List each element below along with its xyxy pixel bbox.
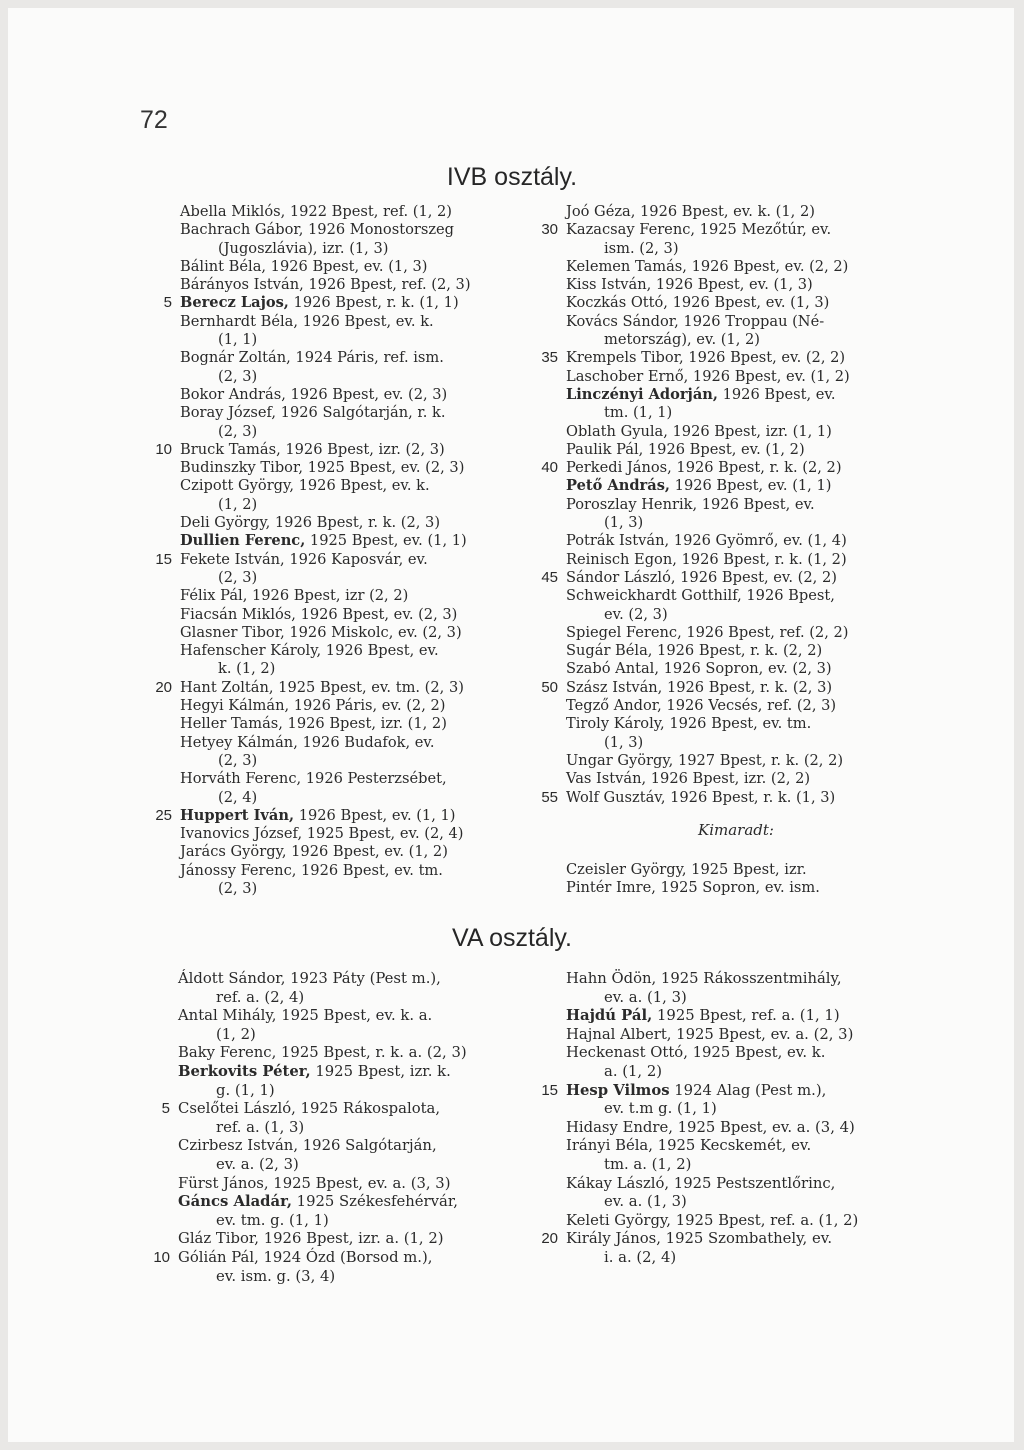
student-entry xyxy=(566,587,906,624)
student-entry xyxy=(566,1119,906,1138)
omitted-entry xyxy=(566,879,906,897)
entry-line: Baky Ferenc, 1925 Bpest, r. k. a. (2, 3) xyxy=(178,1044,467,1062)
student-name: Berecz Lajos, xyxy=(180,294,289,312)
line-number: 15 xyxy=(541,1081,558,1099)
entry-continuation: ev. a. (2, 3) xyxy=(216,1155,299,1173)
entry-line: Kovács Sándor, 1926 Troppau (Né- xyxy=(566,312,825,330)
va-left-column xyxy=(153,970,518,1286)
student-entry xyxy=(541,1230,906,1267)
entry-line: Paulik Pál, 1926 Bpest, ev. (1, 2) xyxy=(566,440,805,458)
entry-line: Bruck Tamás, 1926 Bpest, izr. (2, 3) xyxy=(180,440,445,458)
entry-line: Jarács György, 1926 Bpest, ev. (1, 2) xyxy=(180,843,448,861)
entry-line: Félix Pál, 1926 Bpest, izr (2, 2) xyxy=(180,587,409,605)
entry-continuation: ev. ism. g. (3, 4) xyxy=(216,1267,336,1285)
student-name: Dullien Ferenc, xyxy=(180,532,306,550)
entry-continuation: (1, 1) xyxy=(218,331,258,349)
entry-line xyxy=(180,294,520,312)
student-entry xyxy=(180,203,520,221)
entry-line: Szabó Antal, 1926 Sopron, ev. (2, 3) xyxy=(566,660,832,678)
entry-continuation: ref. a. (2, 4) xyxy=(216,988,305,1006)
student-entry xyxy=(566,551,906,569)
entry-continuation: (2, 3) xyxy=(218,879,258,897)
entry-line: Fürst János, 1925 Bpest, ev. a. (3, 3) xyxy=(178,1174,451,1192)
entry-continuation: (2, 3) xyxy=(218,751,258,769)
student-details: 1925 Bpest, ref. a. (1, 1) xyxy=(652,1007,840,1025)
student-entry xyxy=(566,441,906,459)
entry-line: Heckenast Ottó, 1925 Bpest, ev. k. xyxy=(566,1044,826,1062)
student-entry xyxy=(180,734,520,771)
entry-continuation: a. (1, 2) xyxy=(604,1062,663,1080)
entry-line: Fekete István, 1926 Kaposvár, ev. xyxy=(180,550,428,568)
entry-line: Abella Miklós, 1922 Bpest, ref. (1, 2) xyxy=(180,203,452,220)
student-details: 1926 Bpest, r. k. (1, 1) xyxy=(288,294,459,312)
student-entry xyxy=(566,532,906,550)
entry-line: Kelemen Tamás, 1926 Bpest, ev. (2, 2) xyxy=(566,257,849,275)
student-entry xyxy=(180,386,520,404)
entry-line: Kiss István, 1926 Bpest, ev. (1, 3) xyxy=(566,276,813,294)
entry-continuation: g. (1, 1) xyxy=(216,1081,275,1099)
entry-line: Antal Mihály, 1925 Bpest, ev. k. a. xyxy=(178,1007,433,1025)
student-entry xyxy=(566,697,906,715)
entry-continuation: (1, 3) xyxy=(604,733,644,751)
entry-continuation: ev. t.m g. (1, 1) xyxy=(604,1100,717,1118)
student-entry xyxy=(180,715,520,733)
page-number: 72 xyxy=(140,106,168,134)
entry-line: Potrák István, 1926 Gyömrő, ev. (1, 4) xyxy=(566,532,847,550)
entry-line: Gólián Pál, 1924 Ózd (Borsod m.), xyxy=(178,1248,433,1266)
entry-line: Bachrach Gábor, 1926 Monostorszeg xyxy=(180,221,454,239)
entry-line: Irányi Béla, 1925 Kecskemét, ev. xyxy=(566,1137,812,1155)
student-entry xyxy=(180,477,520,514)
omitted-entry xyxy=(566,861,906,879)
student-entry xyxy=(541,459,906,477)
student-entry xyxy=(566,752,906,770)
entry-continuation: metország), ev. (1, 2) xyxy=(604,331,760,349)
entry-line: Hegyi Kálmán, 1926 Páris, ev. (2, 2) xyxy=(180,697,446,715)
entry-line: Horváth Ferenc, 1926 Pesterzsébet, xyxy=(180,770,447,788)
section-title-ivb: IVB osztály. xyxy=(446,163,578,191)
student-name: Huppert Iván, xyxy=(180,806,295,824)
entry-line: Pintér Imre, 1925 Sopron, ev. ism. xyxy=(566,879,820,897)
entry-line: Budinszky Tibor, 1925 Bpest, ev. (2, 3) xyxy=(180,459,465,477)
student-entry xyxy=(180,642,520,679)
entry-line: Kákay László, 1925 Pestszentlőrinc, xyxy=(566,1174,836,1192)
student-entry xyxy=(178,1175,518,1194)
entry-line: Heller Tamás, 1926 Bpest, izr. (1, 2) xyxy=(180,715,447,733)
entry-line xyxy=(180,532,520,550)
student-entry xyxy=(566,203,906,221)
entry-continuation: (2, 3) xyxy=(218,568,258,586)
entry-line: Krempels Tibor, 1926 Bpest, ev. (2, 2) xyxy=(566,349,846,367)
entry-line xyxy=(566,477,906,495)
entry-line: Ivanovics József, 1925 Bpest, ev. (2, 4) xyxy=(180,825,464,843)
entry-line: Schweickhardt Gotthilf, 1926 Bpest, xyxy=(566,587,835,605)
student-name: Gáncs Aladár, xyxy=(178,1193,292,1211)
student-entry xyxy=(541,568,906,587)
student-name: Linczényi Adorján, xyxy=(566,385,718,403)
entry-line: Cselőtei László, 1925 Rákospalota, xyxy=(178,1100,441,1118)
student-details: 1925 Bpest, ev. (1, 1) xyxy=(305,532,467,550)
student-entry xyxy=(566,423,906,441)
entry-line: Czipott György, 1926 Bpest, ev. k. xyxy=(180,477,430,495)
entry-line: Joó Géza, 1926 Bpest, ev. k. (1, 2) xyxy=(566,203,815,220)
entry-line: Bokor András, 1926 Bpest, ev. (2, 3) xyxy=(180,385,448,403)
student-entry xyxy=(180,587,520,605)
line-number: 15 xyxy=(155,550,172,568)
student-details: 1926 Bpest, ev. xyxy=(717,385,836,403)
student-entry xyxy=(180,514,520,532)
line-number: 40 xyxy=(541,459,558,477)
student-entry xyxy=(566,496,906,533)
entry-continuation: ev. tm. g. (1, 1) xyxy=(216,1211,329,1229)
entry-line: Glasner Tibor, 1926 Miskolc, ev. (2, 3) xyxy=(180,623,462,641)
entry-line: Sándor László, 1926 Bpest, ev. (2, 2) xyxy=(566,568,837,586)
entry-continuation: ev. a. (1, 3) xyxy=(604,1193,687,1211)
entry-line: Tiroly Károly, 1926 Bpest, ev. tm. xyxy=(566,715,812,733)
entry-line xyxy=(180,807,520,825)
line-number: 5 xyxy=(163,294,172,312)
entry-continuation: (1, 3) xyxy=(604,514,644,532)
entry-continuation: ref. a. (1, 3) xyxy=(216,1118,305,1136)
student-entry xyxy=(178,1193,518,1230)
entry-continuation: (1, 2) xyxy=(218,495,258,513)
student-entry xyxy=(180,606,520,624)
student-entry xyxy=(566,642,906,660)
line-number: 35 xyxy=(541,349,558,367)
entry-line: Bárányos István, 1926 Bpest, ref. (2, 3) xyxy=(180,276,471,294)
student-name: Berkovits Péter, xyxy=(178,1062,311,1080)
student-entry xyxy=(180,697,520,715)
entry-continuation: (2, 3) xyxy=(218,422,258,440)
entry-line: Vas István, 1926 Bpest, izr. (2, 2) xyxy=(566,770,811,788)
student-entry xyxy=(566,276,906,294)
entry-line: Sugár Béla, 1926 Bpest, r. k. (2, 2) xyxy=(566,642,823,660)
entry-line: Bálint Béla, 1926 Bpest, ev. (1, 3) xyxy=(180,257,428,275)
entry-line: Jánossy Ferenc, 1926 Bpest, ev. tm. xyxy=(180,861,443,879)
entry-line: Koczkás Ottó, 1926 Bpest, ev. (1, 3) xyxy=(566,294,830,312)
entry-line: Oblath Gyula, 1926 Bpest, izr. (1, 1) xyxy=(566,422,832,440)
student-entry xyxy=(180,404,520,441)
student-name: Hesp Vilmos xyxy=(566,1081,670,1099)
entry-continuation: (2, 3) xyxy=(218,367,258,385)
student-entry xyxy=(178,1063,518,1100)
line-number: 20 xyxy=(155,678,172,696)
student-entry xyxy=(155,678,520,697)
student-name: Pető András, xyxy=(566,477,671,495)
student-entry xyxy=(566,1137,906,1174)
entry-line: Fiacsán Miklós, 1926 Bpest, ev. (2, 3) xyxy=(180,605,458,623)
entry-continuation: tm. (1, 1) xyxy=(604,404,673,422)
line-number: 10 xyxy=(153,1248,170,1266)
entry-line: Deli György, 1926 Bpest, r. k. (2, 3) xyxy=(180,514,441,532)
student-details: 1925 Székesfehérvár, xyxy=(291,1193,458,1211)
student-entry xyxy=(566,660,906,678)
student-entry xyxy=(566,1175,906,1212)
student-entry xyxy=(161,1100,518,1137)
entry-line: Tegző Andor, 1926 Vecsés, ref. (2, 3) xyxy=(566,697,837,715)
entry-line: Wolf Gusztáv, 1926 Bpest, r. k. (1, 3) xyxy=(566,788,836,806)
entry-line: Perkedi János, 1926 Bpest, r. k. (2, 2) xyxy=(566,459,842,477)
line-number: 10 xyxy=(155,440,172,458)
omitted-label: Kimaradt: xyxy=(698,820,774,839)
student-entry xyxy=(180,459,520,477)
student-entry xyxy=(541,1081,906,1119)
entry-line: Hidasy Endre, 1925 Bpest, ev. a. (3, 4) xyxy=(566,1118,855,1136)
entry-line: Hahn Ödön, 1925 Rákosszentmihály, xyxy=(566,970,842,987)
line-number: 20 xyxy=(541,1230,558,1248)
entry-line: Bernhardt Béla, 1926 Bpest, ev. k. xyxy=(180,312,434,330)
student-entry xyxy=(178,1007,518,1044)
student-entry xyxy=(180,825,520,843)
entry-line: Czeisler György, 1925 Bpest, izr. xyxy=(566,860,807,878)
student-entry xyxy=(566,386,906,423)
student-entry xyxy=(178,1230,518,1249)
line-number: 50 xyxy=(541,678,558,696)
student-entry xyxy=(180,349,520,386)
student-entry xyxy=(566,1007,906,1026)
student-entry xyxy=(566,770,906,788)
student-entry xyxy=(566,313,906,350)
student-entry xyxy=(566,715,906,752)
student-name: Hajdú Pál, xyxy=(566,1007,653,1025)
entry-continuation: ev. (2, 3) xyxy=(604,605,668,623)
student-entry xyxy=(566,970,906,1007)
entry-line xyxy=(178,1193,518,1212)
entry-line xyxy=(566,1007,906,1026)
student-entry xyxy=(155,550,520,588)
student-entry xyxy=(180,862,520,899)
student-entry xyxy=(541,788,906,807)
entry-line: Keleti György, 1925 Bpest, ref. a. (1, 2) xyxy=(566,1211,859,1229)
entry-line xyxy=(566,1082,906,1101)
student-entry xyxy=(155,806,520,825)
line-number: 55 xyxy=(541,788,558,806)
student-entry xyxy=(178,1044,518,1063)
entry-line: Gláz Tibor, 1926 Bpest, izr. a. (1, 2) xyxy=(178,1230,444,1248)
student-details: 1925 Bpest, izr. k. xyxy=(310,1062,451,1080)
entry-line xyxy=(566,386,906,404)
entry-continuation: ism. (2, 3) xyxy=(604,239,679,257)
student-entry xyxy=(163,294,520,312)
entry-line: Szász István, 1926 Bpest, r. k. (2, 3) xyxy=(566,678,833,696)
entry-line: Kazacsay Ferenc, 1925 Mezőtúr, ev. xyxy=(566,221,832,239)
student-details: 1924 Alag (Pest m.), xyxy=(669,1081,827,1099)
student-entry xyxy=(566,624,906,642)
entry-line: Czirbesz István, 1926 Salgótarján, xyxy=(178,1137,437,1155)
line-number: 25 xyxy=(155,806,172,824)
entry-line: Hajnal Albert, 1925 Bpest, ev. a. (2, 3) xyxy=(566,1025,854,1043)
section-title-va: VA osztály. xyxy=(452,924,572,952)
student-details: 1926 Bpest, ev. (1, 1) xyxy=(670,477,832,495)
entry-continuation: (Jugoszlávia), izr. (1, 3) xyxy=(218,239,389,257)
entry-continuation: ev. a. (1, 3) xyxy=(604,988,687,1006)
entry-continuation: i. a. (2, 4) xyxy=(604,1248,677,1266)
entry-line: Áldott Sándor, 1923 Páty (Pest m.), xyxy=(178,970,441,987)
entry-line xyxy=(178,1063,518,1082)
student-entry xyxy=(180,276,520,294)
line-number: 45 xyxy=(541,568,558,586)
entry-line: Király János, 1925 Szombathely, ev. xyxy=(566,1230,833,1248)
student-details: 1926 Bpest, ev. (1, 1) xyxy=(294,806,456,824)
student-entry xyxy=(180,221,520,258)
entry-continuation: k. (1, 2) xyxy=(218,660,276,678)
entry-line: Bognár Zoltán, 1924 Páris, ref. ism. xyxy=(180,349,444,367)
student-entry xyxy=(180,843,520,861)
student-entry xyxy=(541,678,906,697)
student-entry xyxy=(566,1026,906,1045)
entry-line: Hetyey Kálmán, 1926 Budafok, ev. xyxy=(180,733,435,751)
entry-continuation: (1, 2) xyxy=(216,1025,256,1043)
student-entry xyxy=(566,258,906,276)
student-entry xyxy=(566,294,906,312)
entry-continuation: (2, 4) xyxy=(218,788,258,806)
student-entry xyxy=(180,532,520,550)
student-entry xyxy=(566,477,906,495)
student-entry xyxy=(178,1137,518,1174)
entry-line: Hafenscher Károly, 1926 Bpest, ev. xyxy=(180,642,439,660)
student-entry xyxy=(153,1248,518,1286)
student-entry xyxy=(180,770,520,807)
student-entry xyxy=(541,349,906,367)
va-right-column xyxy=(541,970,906,1268)
student-entry xyxy=(178,970,518,1007)
student-entry xyxy=(180,624,520,642)
student-entry xyxy=(541,221,906,258)
student-entry xyxy=(180,313,520,350)
entry-line: Laschober Ernő, 1926 Bpest, ev. (1, 2) xyxy=(566,367,850,385)
line-number: 30 xyxy=(541,221,558,239)
student-entry xyxy=(566,368,906,386)
entry-line: Boray József, 1926 Salgótarján, r. k. xyxy=(180,404,446,422)
entry-line: Reinisch Egon, 1926 Bpest, r. k. (1, 2) xyxy=(566,550,847,568)
line-number: 5 xyxy=(161,1100,170,1118)
entry-line: Hant Zoltán, 1925 Bpest, ev. tm. (2, 3) xyxy=(180,678,464,696)
entry-line: Ungar György, 1927 Bpest, r. k. (2, 2) xyxy=(566,751,844,769)
student-entry xyxy=(180,258,520,276)
entry-line: Spiegel Ferenc, 1926 Bpest, ref. (2, 2) xyxy=(566,623,849,641)
student-entry xyxy=(566,1212,906,1231)
ivb-left-column xyxy=(155,203,520,898)
entry-continuation: tm. a. (1, 2) xyxy=(604,1155,692,1173)
entry-line: Poroszlay Henrik, 1926 Bpest, ev. xyxy=(566,495,815,513)
ivb-right-column xyxy=(541,203,906,897)
student-entry xyxy=(566,1044,906,1081)
student-entry xyxy=(155,440,520,459)
